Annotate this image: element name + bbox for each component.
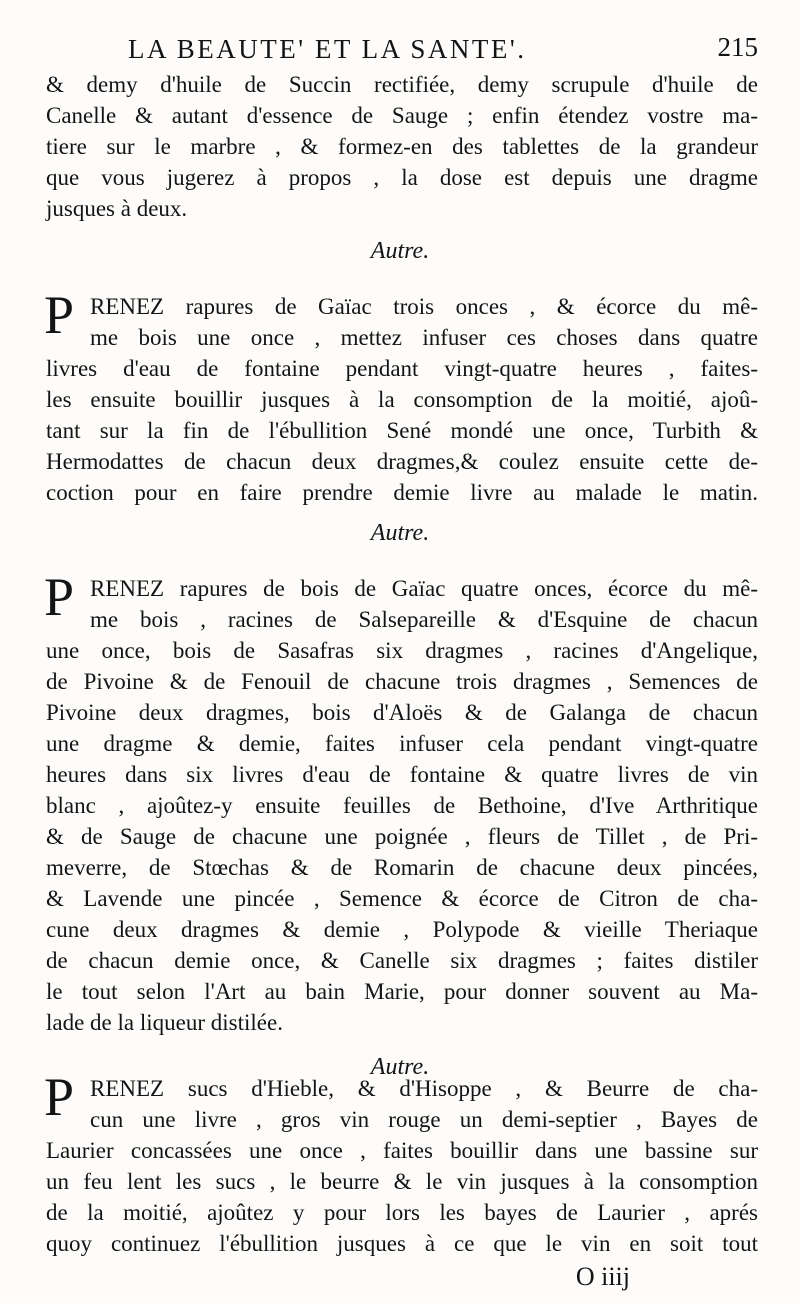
text-line: lade de la liqueur distilée.	[46, 1010, 283, 1035]
text-line: RENEZ sucs d'Hieble, & d'Hisoppe , & Beurre de cha-	[90, 1076, 758, 1101]
text-line: de la moitié, ajoûtez y pour lors les bayes de Laurier , aprés	[46, 1200, 758, 1225]
drop-cap: P	[44, 567, 75, 627]
text-line: tiere sur le marbre , & formez-en des tablettes de la grandeur	[46, 134, 758, 159]
text-line: & de Sauge de chacune une poignée , fleurs de Tillet , de Pri-	[46, 824, 758, 849]
text-line: cune deux dragmes & demie , Polypode & vieille Theriaque	[46, 917, 758, 942]
text-line: blanc , ajoûtez-y ensuite feuilles de Bethoine, d'Ive Arthritique	[46, 793, 758, 818]
text-line: cun une livre , gros vin rouge un demi-septier , Bayes de	[90, 1107, 758, 1132]
text-line: Canelle & autant d'essence de Sauge ; enfin étendez vostre ma-	[46, 103, 758, 128]
section-heading: Autre.	[370, 520, 430, 546]
text-line: heures dans six livres d'eau de fontaine & quatre livres de vin	[46, 762, 758, 787]
text-line: un feu lent les sucs , le beurre & le vin jusques à la consomption	[46, 1169, 758, 1194]
text-line: Hermodattes de chacun deux dragmes,& coulez ensuite cette de-	[46, 449, 758, 474]
text-line: de Pivoine & de Fenouil de chacune trois dragmes , Semences de	[46, 669, 758, 694]
text-line: le tout selon l'Art au bain Marie, pour donner souvent au Ma-	[46, 979, 758, 1004]
text-line: & demy d'huile de Succin rectifiée, demy scrupule d'huile de	[46, 72, 758, 97]
running-head: LA BEAUTE' ET LA SANTE'.	[128, 34, 527, 64]
text-line: me bois une once , mettez infuser ces choses dans quatre	[90, 325, 758, 350]
text-line: me bois , racines de Salsepareille & d'Esquine de chacun	[90, 607, 758, 632]
text-line: Pivoine deux dragmes, bois d'Aloës & de Galanga de chacun	[46, 700, 758, 725]
text-line: meverre, de Stœchas & de Romarin de chacune deux pincées,	[46, 855, 758, 880]
section-heading: Autre.	[370, 238, 430, 264]
page-header	[40, 32, 760, 72]
text-line: une once, bois de Sasafras six dragmes , racines d'Angelique,	[46, 638, 758, 663]
text-line: de chacun demie once, & Canelle six dragmes ; faites distiler	[46, 948, 758, 973]
drop-cap: P	[44, 1067, 75, 1127]
drop-cap: P	[44, 285, 75, 345]
section-heading: Autre.	[370, 1054, 430, 1080]
text-line: & Lavende une pincée , Semence & écorce de Citron de cha-	[46, 886, 758, 911]
text-line: RENEZ rapures de Gaïac trois onces , & écorce du mê-	[90, 294, 758, 319]
text-line: quoy continuez l'ébullition jusques à ce que le vin en soit tout	[46, 1231, 758, 1256]
text-line: que vous jugerez à propos , la dose est depuis une dragme	[46, 165, 758, 190]
text-line: RENEZ rapures de bois de Gaïac quatre onces, écorce du mê-	[90, 576, 758, 601]
text-line: Laurier concassées une once , faites bouillir dans une bassine sur	[46, 1138, 758, 1163]
signature-mark: O iiij	[575, 1262, 630, 1291]
text-line: tant sur la fin de l'ébullition Sené mondé une once, Turbith &	[46, 418, 758, 443]
text-line: coction pour en faire prendre demie livre au malade le matin.	[46, 480, 758, 505]
text-line: les ensuite bouillir jusques à la consomption de la moitié, ajoû-	[46, 387, 758, 412]
text-line: livres d'eau de fontaine pendant vingt-quatre heures , faites-	[46, 356, 758, 381]
text-line: jusques à deux.	[46, 196, 188, 221]
text-line: une dragme & demie, faites infuser cela pendant vingt-quatre	[46, 731, 758, 756]
page-number: 215	[717, 32, 758, 62]
